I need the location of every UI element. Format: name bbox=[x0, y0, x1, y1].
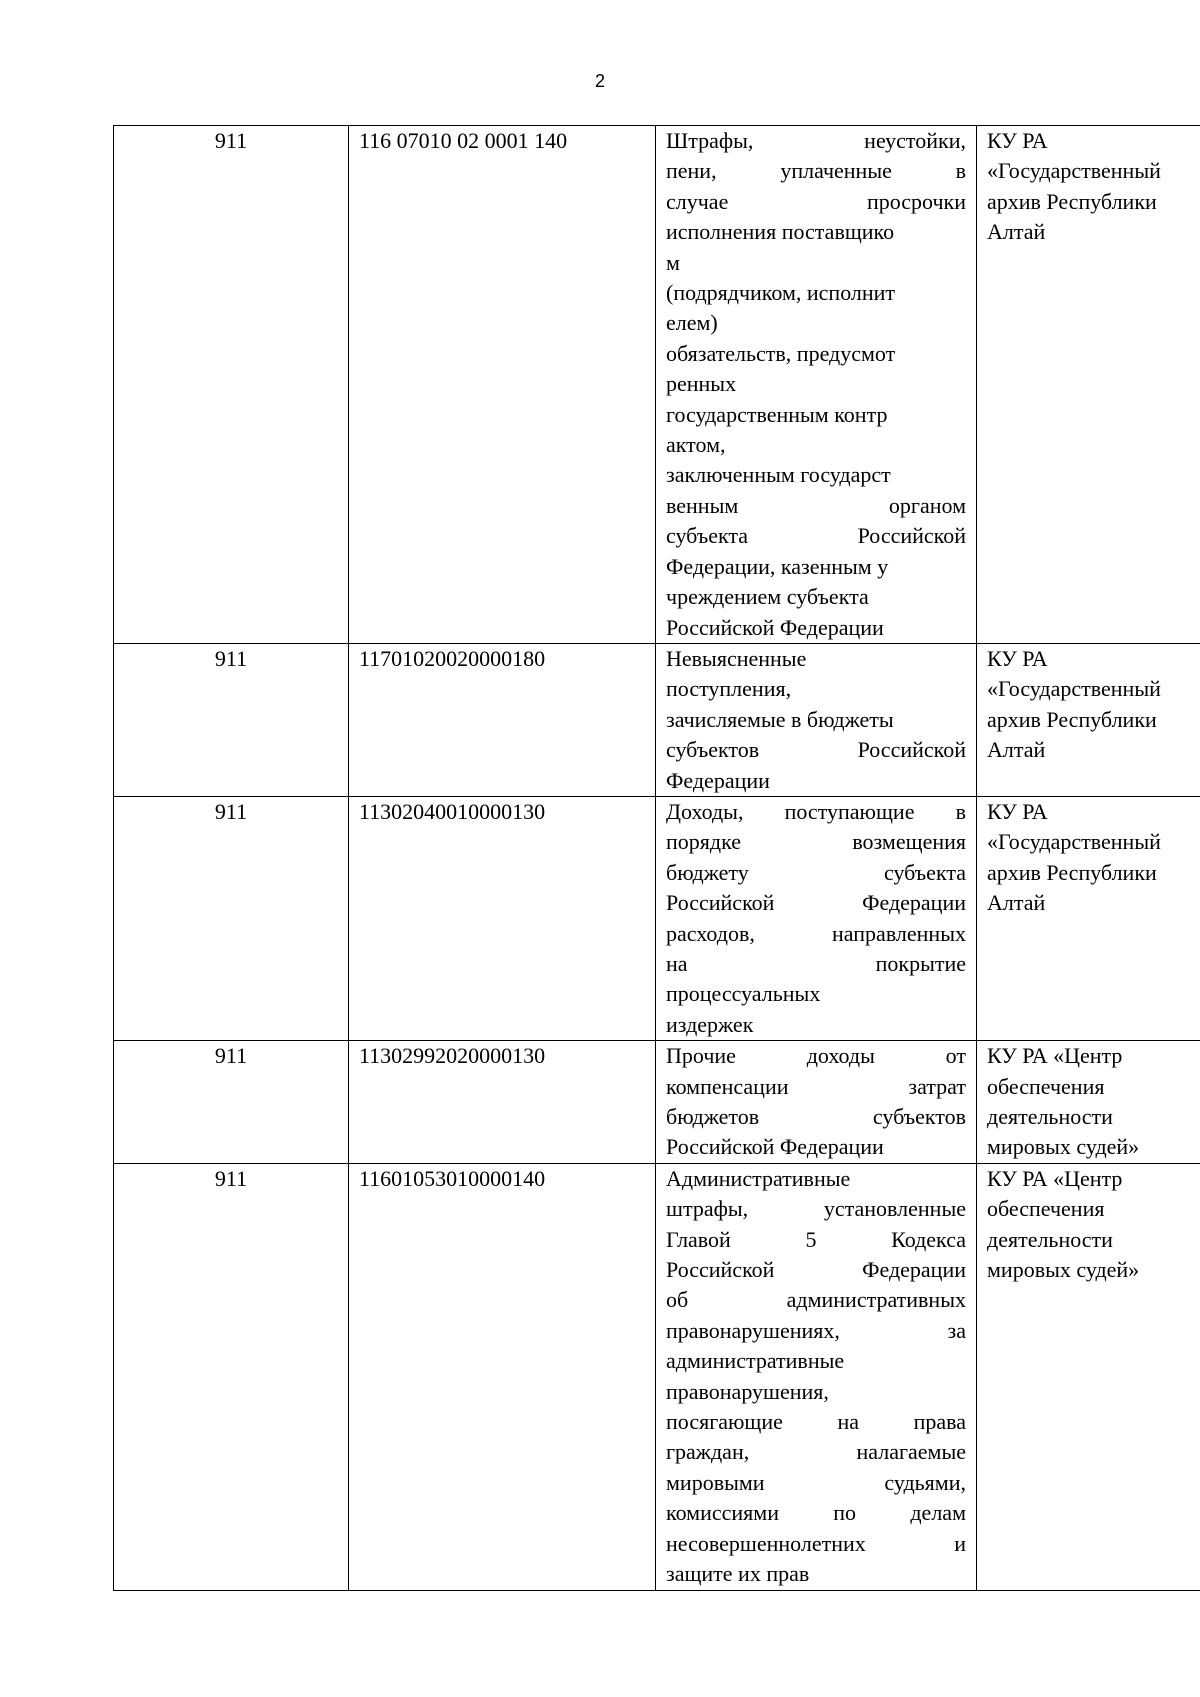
budget-code-cell: 11302992020000130 bbox=[349, 1041, 656, 1164]
revenue-name-line: Административные bbox=[666, 1165, 851, 1191]
table-row bbox=[114, 796, 1200, 1040]
organization-line: Алтай bbox=[987, 219, 1046, 245]
organization-line: архив Республики bbox=[987, 188, 1157, 214]
admin-code-cell: 911 bbox=[114, 643, 349, 796]
revenue-name-line: ренных bbox=[666, 371, 737, 397]
revenue-name-cell bbox=[656, 1041, 977, 1164]
revenue-name-line: Прочие доходы от bbox=[666, 1043, 966, 1069]
organization-line: мировых судей» bbox=[987, 1257, 1140, 1283]
admin-code-cell: 911 bbox=[114, 126, 349, 644]
revenue-name-line: правонарушениях, за bbox=[666, 1317, 966, 1343]
revenue-name-line: бюджету субъекта bbox=[666, 859, 966, 885]
organization-line: КУ РА bbox=[987, 645, 1048, 671]
revenue-name-line: защите их прав bbox=[666, 1561, 810, 1587]
organization-cell bbox=[977, 643, 1200, 796]
budget-code-cell: 11601053010000140 bbox=[349, 1163, 656, 1590]
organization-line: КУ РА «Центр bbox=[987, 1043, 1123, 1069]
revenue-name-line: м bbox=[666, 249, 680, 275]
revenue-name-line: штрафы, установленные bbox=[666, 1196, 966, 1222]
organization-line: архив Республики bbox=[987, 706, 1157, 732]
revenue-name-cell bbox=[656, 1163, 977, 1590]
revenue-name-line: правонарушения, bbox=[666, 1378, 829, 1404]
revenue-name-line: Российской Федерации bbox=[666, 890, 966, 916]
revenue-name-line: зачисляемые в бюджеты bbox=[666, 706, 894, 732]
revenue-name-line: Штрафы, неустойки, bbox=[666, 128, 966, 153]
table-row bbox=[114, 126, 1200, 644]
organization-cell bbox=[977, 126, 1200, 644]
organization-line: Алтай bbox=[987, 737, 1046, 763]
organization-line: «Государственный bbox=[987, 829, 1161, 855]
admin-code-cell: 911 bbox=[114, 796, 349, 1040]
revenue-name-line: бюджетов субъектов bbox=[666, 1104, 966, 1129]
revenue-name-line: комиссиями по делам bbox=[666, 1500, 966, 1526]
organization-line: КУ РА bbox=[987, 798, 1048, 824]
revenue-name-cell bbox=[656, 643, 977, 796]
organization-line: КУ РА bbox=[987, 128, 1048, 153]
revenue-name-line: Невыясненные bbox=[666, 645, 807, 671]
revenue-name-line: чреждением субъекта bbox=[666, 584, 869, 610]
organization-line: КУ РА «Центр bbox=[987, 1165, 1123, 1191]
revenue-name-line: порядке возмещения bbox=[666, 829, 966, 855]
revenue-name-line: государственным контр bbox=[666, 401, 888, 427]
revenue-name-line: венным органом bbox=[666, 492, 966, 518]
revenue-name-line: Российской Федерации bbox=[666, 1257, 966, 1283]
organization-cell bbox=[977, 1163, 1200, 1590]
revenue-name-line: заключенным государст bbox=[666, 462, 891, 488]
revenue-name-line: административные bbox=[666, 1348, 845, 1374]
page-number: 2 bbox=[594, 71, 605, 91]
budget-code-cell: 11701020020000180 bbox=[349, 643, 656, 796]
organization-line: обеспечения bbox=[987, 1073, 1105, 1099]
revenue-name-line: елем) bbox=[666, 310, 718, 336]
revenue-name-line: на покрытие bbox=[666, 950, 966, 976]
revenue-name-line: издержек bbox=[666, 1011, 754, 1037]
revenue-name-line: исполнения поставщико bbox=[666, 219, 895, 245]
revenue-name-line: посягающие на права bbox=[666, 1409, 966, 1435]
table-row bbox=[114, 643, 1200, 796]
revenue-name-line: актом, bbox=[666, 432, 726, 458]
table-body bbox=[114, 126, 1200, 1591]
revenue-name-cell bbox=[656, 796, 977, 1040]
revenue-name-line: Российской Федерации bbox=[666, 1134, 884, 1160]
organization-cell bbox=[977, 796, 1200, 1040]
organization-line: деятельности bbox=[987, 1104, 1113, 1129]
revenue-name-line: расходов, направленных bbox=[666, 920, 966, 946]
revenue-name-line: компенсации затрат bbox=[666, 1073, 966, 1099]
revenue-name-line: (подрядчиком, исполнит bbox=[666, 280, 896, 306]
organization-cell bbox=[977, 1041, 1200, 1164]
revenue-name-line: Федерации, казенным у bbox=[666, 553, 889, 579]
organization-line: обеспечения bbox=[987, 1196, 1105, 1222]
revenue-codes-table bbox=[113, 125, 1200, 1591]
revenue-name-line: обязательств, предусмот bbox=[666, 340, 896, 366]
organization-line: деятельности bbox=[987, 1226, 1113, 1252]
budget-code-cell: 11302040010000130 bbox=[349, 796, 656, 1040]
revenue-name-line: субъектов Российской bbox=[666, 737, 966, 763]
revenue-name-line: процессуальных bbox=[666, 981, 821, 1007]
organization-line: архив Республики bbox=[987, 859, 1157, 885]
organization-line: «Государственный bbox=[987, 158, 1161, 184]
revenue-name-line: граждан, налагаемые bbox=[666, 1439, 966, 1465]
revenue-name-line: поступления, bbox=[666, 676, 792, 702]
revenue-name-line: несовершеннолетних и bbox=[666, 1530, 966, 1556]
admin-code-cell: 911 bbox=[114, 1163, 349, 1590]
revenue-name-line: об административных bbox=[666, 1287, 966, 1313]
revenue-name-line: Федерации bbox=[666, 767, 770, 793]
organization-line: мировых судей» bbox=[987, 1134, 1140, 1160]
revenue-name-cell bbox=[656, 126, 977, 644]
revenue-name-line: субъекта Российской bbox=[666, 523, 966, 549]
table-row bbox=[114, 1041, 1200, 1164]
revenue-name-line: пени, уплаченные в bbox=[666, 158, 966, 184]
revenue-name-line: Доходы, поступающие в bbox=[666, 798, 966, 824]
organization-line: Алтай bbox=[987, 890, 1046, 916]
organization-line: «Государственный bbox=[987, 676, 1161, 702]
revenue-name-line: Главой 5 Кодекса bbox=[666, 1226, 966, 1252]
revenue-name-line: случае просрочки bbox=[666, 188, 966, 214]
revenue-name-line: Российской Федерации bbox=[666, 614, 884, 640]
table-row bbox=[114, 1163, 1200, 1590]
revenue-name-line: мировыми судьями, bbox=[666, 1469, 966, 1495]
budget-code-cell: 116 07010 02 0001 140 bbox=[349, 126, 656, 644]
admin-code-cell: 911 bbox=[114, 1041, 349, 1164]
